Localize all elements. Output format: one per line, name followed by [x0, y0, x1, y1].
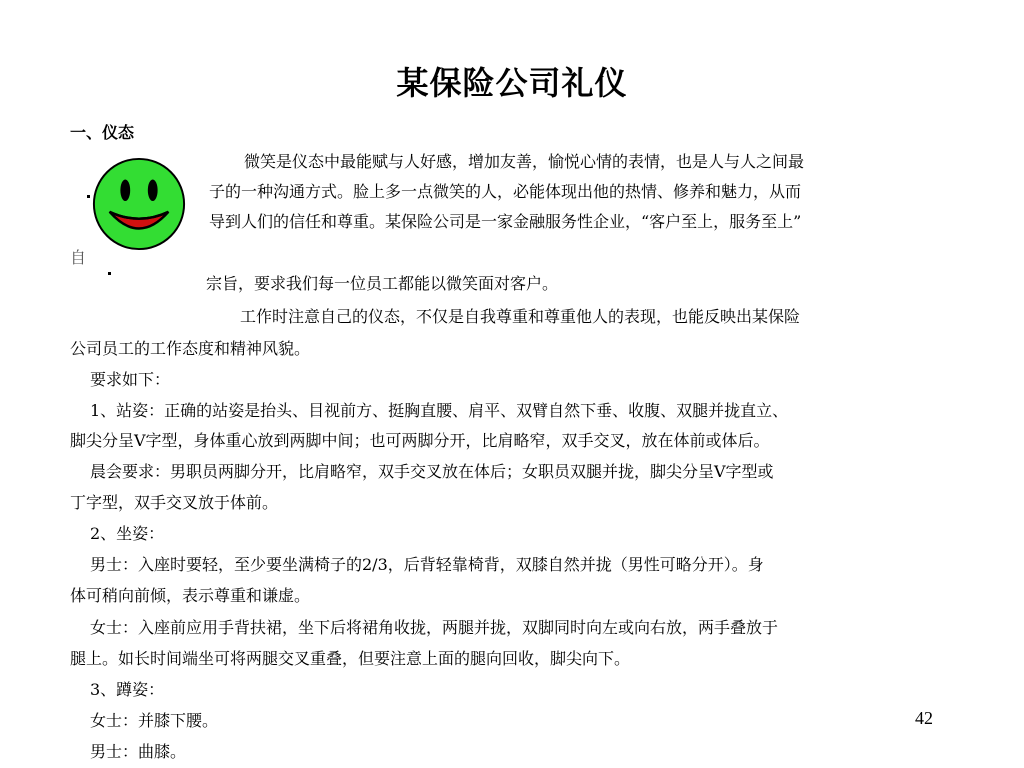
paragraph-line: 子的一种沟通方式。脸上多一点微笑的人，必能体现出他的热情、修养和魅力，从而	[209, 182, 802, 201]
paragraph-line: 腿上。如长时间端坐可将两腿交叉重叠，但要注意上面的腿向回收，脚尖向下。	[70, 649, 631, 668]
paragraph-line: 工作时注意自己的仪态，不仅是自我尊重和尊重他人的表现，也能反映出某保险	[240, 307, 801, 326]
paragraph-line: 导到人们的信任和尊重。某保险公司是一家金融服务性企业，“客户至上，服务至上”	[209, 212, 802, 231]
paragraph-line: 男士：曲膝。	[90, 742, 187, 761]
paragraph-line: 体可稍向前倾，表示尊重和谦虚。	[70, 586, 311, 605]
paragraph-line: 2、坐姿：	[90, 524, 165, 543]
smiley-face-icon	[90, 155, 188, 253]
page-number: 42	[915, 708, 933, 728]
bullet-dot	[108, 272, 111, 275]
paragraph-line: 微笑是仪态中最能赋与人好感，增加友善，愉悦心情的表情，也是人与人之间最	[244, 152, 805, 171]
text-fragment: 自	[70, 248, 87, 267]
bullet-dot	[87, 195, 90, 198]
paragraph-line: 女士：并膝下腰。	[90, 711, 219, 730]
paragraph-line: 晨会要求：男职员两脚分开，比肩略窄，双手交叉放在体后；女职员双腿并拢，脚尖分呈V字型或	[90, 462, 774, 481]
section-heading: 一、仪态	[70, 123, 135, 142]
paragraph-line: 男士：入座时要轻，至少要坐满椅子的2/3，后背轻靠椅背，双膝自然并拢（男性可略分开）。身	[90, 555, 764, 574]
paragraph-line: 宗旨，要求我们每一位员工都能以微笑面对客户。	[206, 274, 559, 293]
paragraph-line: 1、站姿：正确的站姿是抬头、目视前方、挺胸直腰、肩平、双臂自然下垂、收腹、双腿并拢直立、	[90, 401, 789, 420]
slide-title: 某保险公司礼仪	[396, 64, 628, 102]
paragraph-line: 丁字型，双手交叉放于体前。	[70, 493, 279, 512]
paragraph-line: 脚尖分呈V字型，身体重心放到两脚中间；也可两脚分开，比肩略窄，双手交叉，放在体前或体后。	[70, 431, 770, 450]
paragraph-line: 要求如下：	[90, 370, 171, 389]
paragraph-line: 女士：入座前应用手背扶裙，坐下后将裙角收拢，两腿并拢，双脚同时向左或向右放，两手叠放于	[90, 618, 779, 637]
paragraph-line: 3、蹲姿：	[90, 680, 165, 699]
paragraph-line: 公司员工的工作态度和精神风貌。	[70, 339, 311, 358]
